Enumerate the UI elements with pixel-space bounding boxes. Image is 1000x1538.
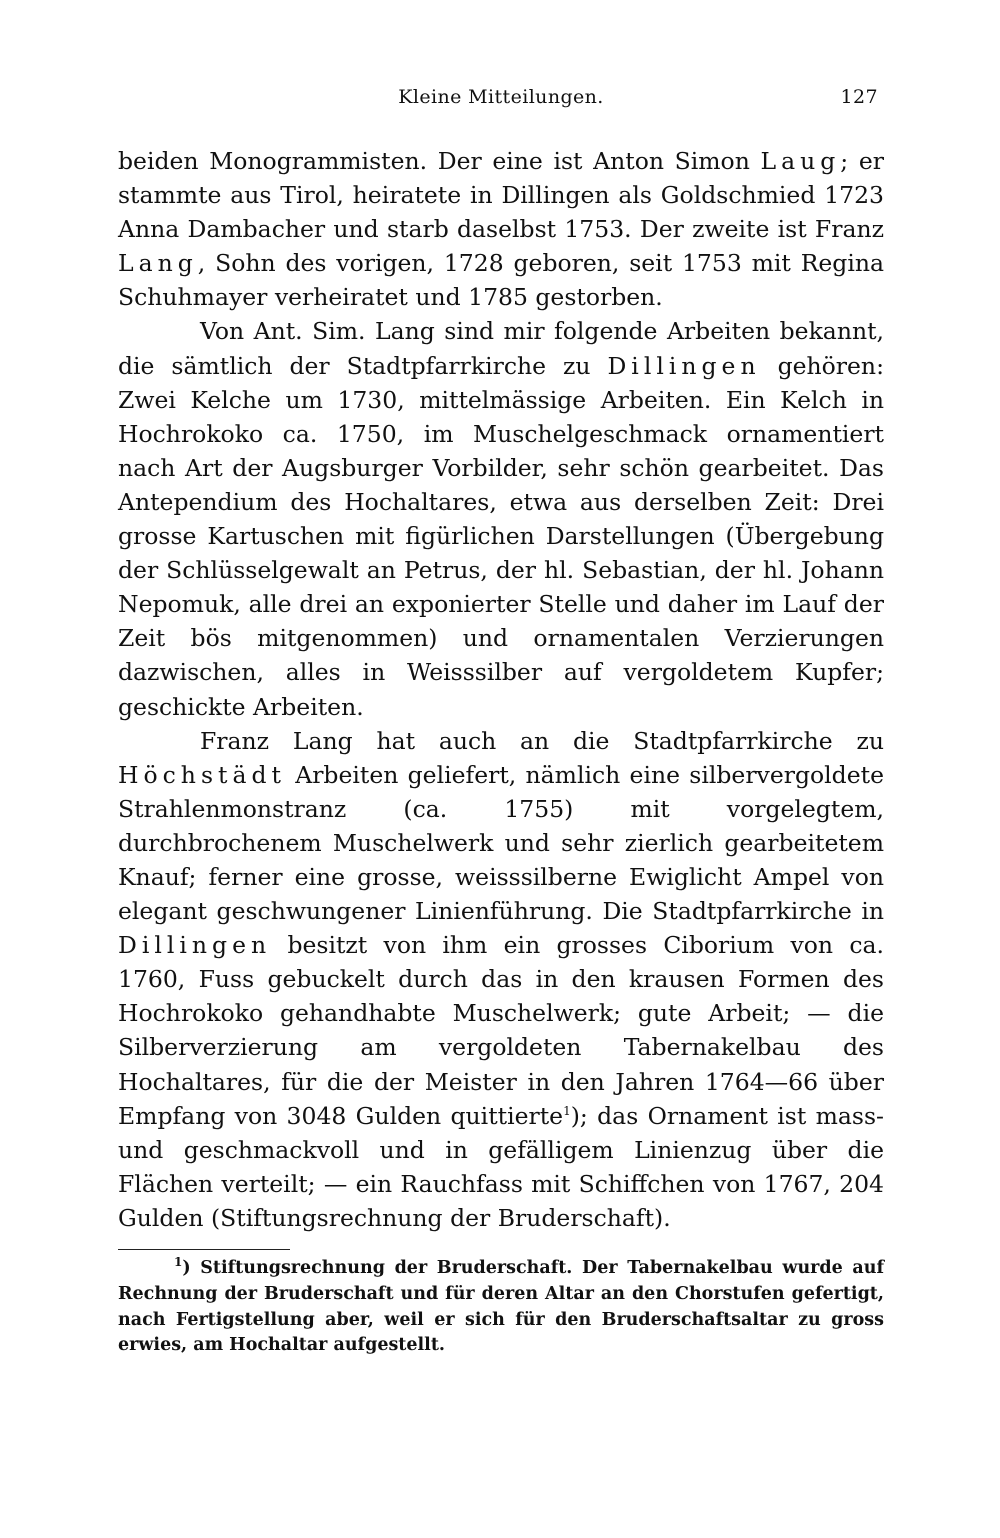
paragraph-3-middle: Arbeiten geliefert, nämlich eine silbervergoldete Strahlenmonstranz (ca. 1755) mit vorgelegtem, durchbrochenem Muschelwerk und sehr zierlich gearbeitetem Knauf; ferner eine grosse, weisssilberne Ewiglicht Ampel von elegant geschwungener Linienführung. Die Stadtpfarrkirche in [118, 760, 884, 926]
paragraph-3-end: ); das Ornament ist mass- und geschmackvoll und in gefälligem Linienzug über die Flächen verteilt; — ein Rauchfass mit Schiffchen von 1767, 204 Gulden (Stiftungsrechnung der Bruderschaft). [118, 1101, 884, 1232]
place-hoechstaedt: Höchstädt [118, 760, 286, 789]
footnote-divider [118, 1249, 290, 1250]
paragraph-3-rest: besitzt von ihm ein grosses Ciborium von ca. 1760, Fuss gebuckelt durch das in den krausen Formen des Hochrokoko gehandhabte Muschelwerk; gute Arbeit; — die Silberverzierung am vergoldeten Tabernakelbau des Hochaltares, für die der Meister in den Jahren 1764—66 über Empfang von 3048 Gulden quittierte [118, 931, 884, 1130]
paragraph-1-end: , Sohn des vorigen, 1728 geboren, seit 1753 mit Regina Schuhmayer verheiratet und 1785 gestorben. [118, 249, 884, 312]
book-page [118, 86, 884, 1359]
place-dillingen: Dillingen [607, 351, 761, 380]
footnote-text: ) Stiftungsrechnung der Bruderschaft. Der Tabernakelbau wurde auf Rechnung der Bruderschaft und für deren Altar an den Chorstufen gefertigt, nach Fertigstellung aber, weil er sich für den Bruderschaftsaltar zu gross erwies, am Hochaltar aufgestellt. [118, 1258, 884, 1356]
paragraph-1 [118, 144, 884, 314]
paragraph-3 [118, 724, 884, 1235]
body-text [118, 144, 884, 1235]
paragraph-2-rest: gehören: Zwei Kelche um 1730, mittelmässige Arbeiten. Ein Kelch in Hochrokoko ca. 1750, im Muschelgeschmack ornamentiert nach Art der Augsburger Vorbilder, sehr schön gearbeitet. Das Antependium des Hochaltares, etwa aus derselben Zeit: Drei grosse Kartuschen mit figürlichen Darstellungen (Übergebung der Schlüsselgewalt an Petrus, der hl. Sebastian, der hl. Johann Nepomuk, alle drei an exponierter Stelle und daher im Lauf der Zeit bös mitgenommen) und ornamentalen Verzierungen dazwischen, alles in Weisssilber auf vergoldetem Kupfer; geschickte Arbeiten. [118, 351, 884, 721]
page-number: 127 [840, 86, 878, 108]
name-lang: Lang [118, 249, 198, 278]
footnote [118, 1256, 884, 1359]
paragraph-2 [118, 314, 884, 723]
paragraph-1-start: beiden Monogrammisten. Der eine ist Anton Simon [118, 147, 750, 175]
running-title: Kleine Mitteilungen. [398, 86, 604, 108]
page-header [118, 86, 884, 122]
name-laug: Laug [760, 147, 841, 175]
footnote-reference[interactable]: 1 [563, 1103, 571, 1118]
paragraph-3-start: Franz Lang hat auch an die Stadtpfarrkirche zu [200, 726, 884, 755]
place-dillingen-2: Dillingen [118, 931, 272, 960]
paragraph-1-middle: ; er stammte aus Tirol, heiratete in Dillingen als Goldschmied 1723 Anna Dambacher und starb daselbst 1753. Der zweite ist Franz [118, 147, 884, 244]
footnote-mark: 1 [174, 1255, 183, 1270]
paragraph-2-start: Von Ant. Sim. Lang sind mir folgende Arbeiten bekannt, die sämtlich der Stadtpfarrkirche zu [118, 317, 884, 380]
